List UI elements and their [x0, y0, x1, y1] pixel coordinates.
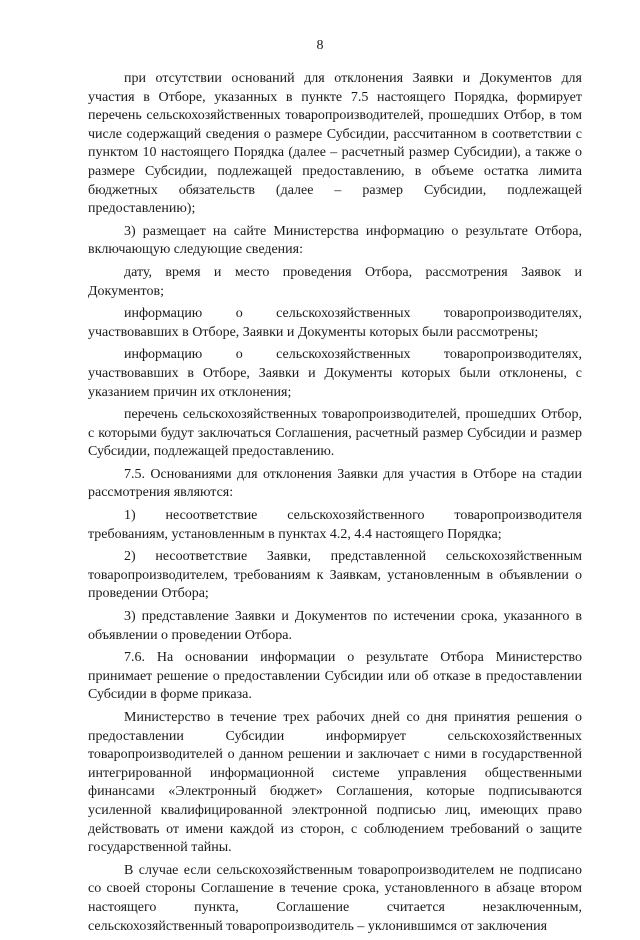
paragraph: 7.5. Основаниями для отклонения Заявки для участия в Отборе на стадии рассмотрения являются:	[88, 466, 582, 501]
paragraph: 7.6. На основании информации о результате Отбора Министерство принимает решение о предоставлении Субсидии или об отказе в предоставлении Субсидии в форме приказа.	[88, 650, 582, 703]
paragraph: 3) размещает на сайте Министерства информацию о результате Отбора, включающую следующие сведения:	[88, 223, 582, 258]
paragraph: информацию о сельскохозяйственных товаропроизводителях, участвовавших в Отборе, Заявки и Документы которых были отклонены, с указанием причин их отклонения;	[88, 347, 582, 400]
paragraph: 2) несоответствие Заявки, представленной сельскохозяйственным товаропроизводителем, требованиям к Заявкам, установленным в объявлении о проведении Отбора;	[88, 549, 582, 602]
paragraph: 1) несоответствие сельскохозяйственного товаропроизводителя требованиям, установленным в пунктах 4.2, 4.4 настоящего Порядка;	[88, 508, 582, 542]
paragraph: информацию о сельскохозяйственных товаропроизводителях, участвовавших в Отборе, Заявки и Документы которых были рассмотрены;	[88, 306, 582, 340]
page-number: 8	[316, 38, 324, 53]
paragraph: перечень сельскохозяйственных товаропроизводителей, прошедших Отбор, с которыми будут заключаться Соглашения, расчетный размер Субсидии и размер Субсидии, подлежащей предоставлению.	[88, 407, 582, 460]
paragraph: при отсутствии оснований для отклонения Заявки и Документов для участия в Отборе, указанных в пункте 7.5 настоящего Порядка, формирует перечень сельскохозяйственных товаропроизводителей, прошедших Отбор, в том числе содержащий сведения о размере Субсидии, рассчитанном в соответствии с пунктом 10 настоящего Порядка (далее – расчетный размер Субсидии), а также о размере Субсидии, подлежащей предоставлению, в объеме остатка лимита бюджетных обязательств (далее – размер Субсидии, подлежащей предоставлению);	[88, 71, 582, 217]
paragraph: В случае если сельскохозяйственным товаропроизводителем не подписано со своей стороны Соглашение в течение срока, установленного в абзаце втором настоящего пункта, Соглашение считается незаключенным, сельскохозяйственный товаропроизводитель – уклонившимся от заключения	[88, 862, 582, 934]
paragraph: дату, время и место проведения Отбора, рассмотрения Заявок и Документов;	[88, 264, 582, 299]
document-body	[88, 70, 582, 940]
paragraph: Министерство в течение трех рабочих дней со дня принятия решения о предоставлении Субсидии информирует сельскохозяйственных товаропроизводителей о данном решении и заключает с ними в государственной интегрированной информационной системе управления общественными финансами «Электронный бюджет» Соглашения, которые подписываются усиленной квалифицированной электронной подписью лиц, имеющих право действовать от имени каждой из сторон, с соблюдением требований о защите государственной тайны.	[88, 710, 582, 856]
paragraph: 3) представление Заявки и Документов по истечении срока, указанного в объявлении о проведении Отбора.	[88, 609, 582, 643]
